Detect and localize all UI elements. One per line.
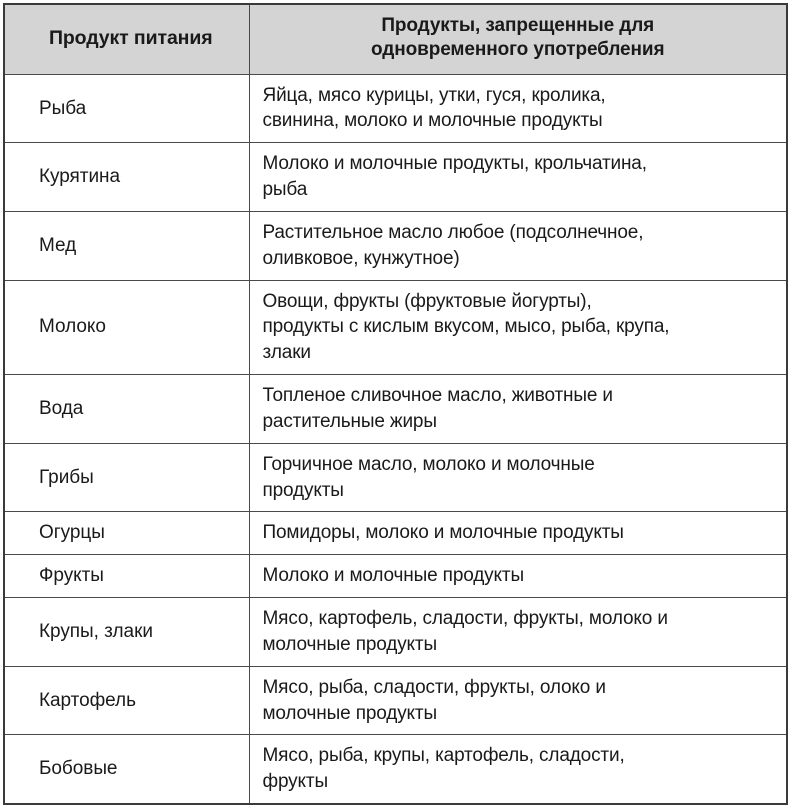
cell-avoid-list — [249, 443, 787, 512]
avoid-list-line-1: Помидоры, молоко и молочные продукты — [262, 522, 624, 544]
avoid-list-line-2: оливковое, кунжутное) — [262, 247, 460, 269]
table-body — [4, 74, 787, 804]
cell-food-name — [4, 74, 249, 143]
avoid-list-line-1: Мясо, рыба, сладости, фрукты, олоко и — [262, 676, 606, 698]
avoid-list-line-3: злаки — [262, 342, 311, 364]
food-name-label: Вода — [39, 397, 84, 419]
food-name-label: Картофель — [39, 689, 136, 711]
avoid-list-line-2: растительные жиры — [262, 410, 437, 432]
cell-food-name — [4, 143, 249, 212]
table-header-row — [4, 4, 787, 74]
cell-food-name — [4, 555, 249, 598]
cell-food-name — [4, 512, 249, 555]
table-row — [4, 375, 787, 444]
column-header-food — [4, 4, 249, 74]
cell-avoid-list — [249, 555, 787, 598]
avoid-list-line-2: молочные продукты — [262, 633, 437, 655]
cell-avoid-list — [249, 735, 787, 804]
cell-avoid-list — [249, 666, 787, 735]
food-name-label: Крупы, злаки — [39, 620, 153, 642]
avoid-list-line-1: Топленое сливочное масло, животные и — [262, 385, 613, 407]
table-row — [4, 735, 787, 804]
avoid-list-line-2: свинина, молоко и молочные продукты — [262, 110, 603, 132]
cell-food-name — [4, 598, 249, 667]
column-header-food-label: Продукт питания — [48, 26, 213, 49]
cell-food-name — [4, 375, 249, 444]
table-row — [4, 143, 787, 212]
food-name-label: Грибы — [39, 466, 94, 488]
avoid-list-line-1: Растительное масло любое (подсолнечное, — [262, 221, 644, 243]
column-header-avoid — [249, 4, 787, 74]
food-name-label: Рыба — [39, 97, 87, 119]
avoid-list-line-1: Яйца, мясо курицы, утки, гуся, кролика, — [262, 84, 606, 106]
avoid-list-line-1: Горчичное масло, молоко и молочные — [262, 453, 595, 475]
cell-avoid-list — [249, 143, 787, 212]
cell-food-name — [4, 280, 249, 374]
table-row — [4, 211, 787, 280]
food-name-label: Курятина — [39, 166, 120, 188]
food-name-label: Огурцы — [39, 522, 105, 544]
food-name-label: Фрукты — [39, 565, 104, 587]
avoid-list-line-1: Мясо, рыба, крупы, картофель, сладости, — [262, 745, 625, 767]
table-header — [4, 4, 787, 74]
food-name-label: Мед — [39, 234, 77, 256]
avoid-list-line-2: рыба — [262, 179, 308, 201]
cell-food-name — [4, 666, 249, 735]
cell-avoid-list — [249, 211, 787, 280]
table-row — [4, 666, 787, 735]
cell-food-name — [4, 735, 249, 804]
column-header-avoid-label-line1: Продукты, запрещенные для — [381, 15, 655, 36]
avoid-list-line-2: продукты — [262, 479, 344, 501]
table-row — [4, 512, 787, 555]
cell-avoid-list — [249, 375, 787, 444]
food-name-label: Молоко — [39, 316, 106, 338]
column-header-avoid-label-line2: одновременного употребления — [371, 39, 665, 61]
avoid-list-line-1: Молоко и молочные продукты — [262, 565, 524, 587]
avoid-list-line-2: фрукты — [262, 771, 328, 793]
cell-avoid-list — [249, 74, 787, 143]
table-row — [4, 280, 787, 374]
avoid-list-line-2: продукты с кислым вкусом, мысо, рыба, крупа, — [262, 316, 670, 338]
cell-food-name — [4, 443, 249, 512]
table-row — [4, 598, 787, 667]
avoid-list-line-1: Молоко и молочные продукты, крольчатина, — [262, 153, 647, 175]
food-compatibility-table — [3, 3, 788, 805]
table-row — [4, 74, 787, 143]
avoid-list-line-2: молочные продукты — [262, 702, 437, 724]
table-row — [4, 443, 787, 512]
food-name-label: Бобовые — [39, 758, 118, 780]
avoid-list-line-1: Мясо, картофель, сладости, фрукты, молоко и — [262, 608, 668, 630]
compatibility-table-container — [3, 3, 786, 793]
cell-avoid-list — [249, 598, 787, 667]
table-row — [4, 555, 787, 598]
cell-avoid-list — [249, 512, 787, 555]
avoid-list-line-1: Овощи, фрукты (фруктовые йогурты), — [262, 290, 592, 312]
cell-avoid-list — [249, 280, 787, 374]
cell-food-name — [4, 211, 249, 280]
